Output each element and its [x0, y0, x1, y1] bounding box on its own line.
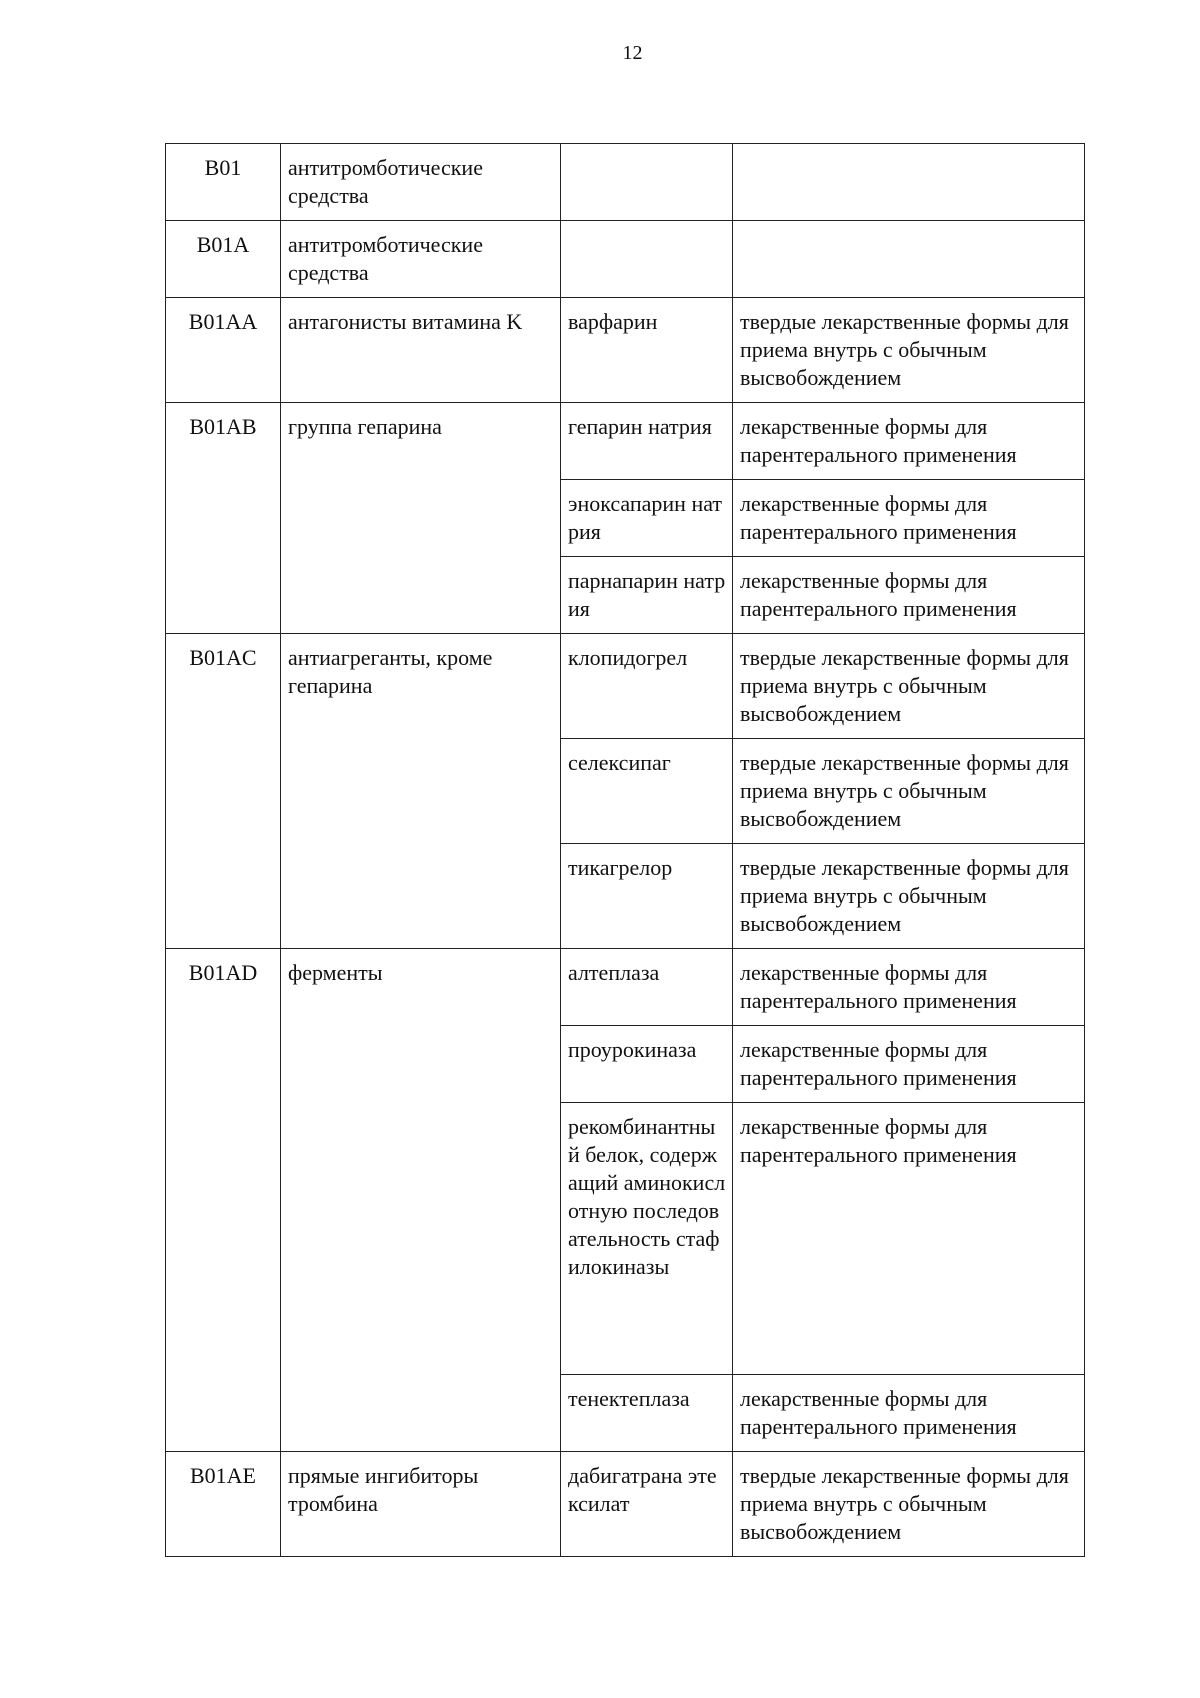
dosage-form-cell: лекарственные формы для парентерального применения [733, 1375, 1085, 1452]
drug-name-cell: дабигатрана этексилат [561, 1452, 733, 1557]
dosage-form-cell: твердые лекарственные формы для приема внутрь с обычным высвобождением [733, 298, 1085, 403]
dosage-form-cell: твердые лекарственные формы для приема внутрь с обычным высвобождением [733, 844, 1085, 949]
group-name-cell: группа гепарина [281, 403, 561, 634]
atc-code-cell: B01AD [166, 949, 281, 1452]
group-name-cell: антиагреганты, кроме гепарина [281, 634, 561, 949]
group-name-cell: антитромботические средства [281, 144, 561, 221]
drug-classification-table [165, 143, 1085, 1557]
dosage-form-cell: лекарственные формы для парентерального применения [733, 1103, 1085, 1375]
drug-name-cell: парнапарин натрия [561, 557, 733, 634]
group-name-cell: антагонисты витамина K [281, 298, 561, 403]
dosage-form-cell: лекарственные формы для парентерального применения [733, 949, 1085, 1026]
drug-name-cell: тенектеплаза [561, 1375, 733, 1452]
atc-code-cell: B01AB [166, 403, 281, 634]
drug-name-cell [561, 221, 733, 298]
dosage-form-cell [733, 221, 1085, 298]
dosage-form-cell: лекарственные формы для парентерального применения [733, 480, 1085, 557]
drug-name-cell: тикагрелор [561, 844, 733, 949]
group-name-cell: прямые ингибиторы тромбина [281, 1452, 561, 1557]
atc-code-cell: B01 [166, 144, 281, 221]
dosage-form-cell: лекарственные формы для парентерального применения [733, 403, 1085, 480]
drug-name-cell: проурокиназа [561, 1026, 733, 1103]
drug-name-cell: гепарин натрия [561, 403, 733, 480]
drug-name-cell [561, 144, 733, 221]
atc-code-cell: B01AA [166, 298, 281, 403]
table-row [166, 403, 1085, 480]
dosage-form-cell: лекарственные формы для парентерального применения [733, 557, 1085, 634]
table-row [166, 221, 1085, 298]
table-row [166, 949, 1085, 1026]
drug-name-cell: клопидогрел [561, 634, 733, 739]
dosage-form-cell [733, 144, 1085, 221]
atc-code-cell: B01A [166, 221, 281, 298]
drug-name-cell: рекомбинантный белок, содержащий аминокислотную последовательность стафилокиназы [561, 1103, 733, 1375]
dosage-form-cell: твердые лекарственные формы для приема внутрь с обычным высвобождением [733, 1452, 1085, 1557]
group-name-cell: ферменты [281, 949, 561, 1452]
table-row [166, 144, 1085, 221]
table-row [166, 1452, 1085, 1557]
atc-code-cell: B01AE [166, 1452, 281, 1557]
atc-code-cell: B01AC [166, 634, 281, 949]
drug-name-cell: эноксапарин натрия [561, 480, 733, 557]
dosage-form-cell: лекарственные формы для парентерального применения [733, 1026, 1085, 1103]
drug-name-cell: селексипаг [561, 739, 733, 844]
table-row [166, 298, 1085, 403]
drug-name-cell: алтеплаза [561, 949, 733, 1026]
group-name-cell: антитромботические средства [281, 221, 561, 298]
page-number: 12 [622, 42, 643, 64]
dosage-form-cell: твердые лекарственные формы для приема внутрь с обычным высвобождением [733, 634, 1085, 739]
dosage-form-cell: твердые лекарственные формы для приема внутрь с обычным высвобождением [733, 739, 1085, 844]
drug-name-cell: варфарин [561, 298, 733, 403]
table-row [166, 634, 1085, 739]
